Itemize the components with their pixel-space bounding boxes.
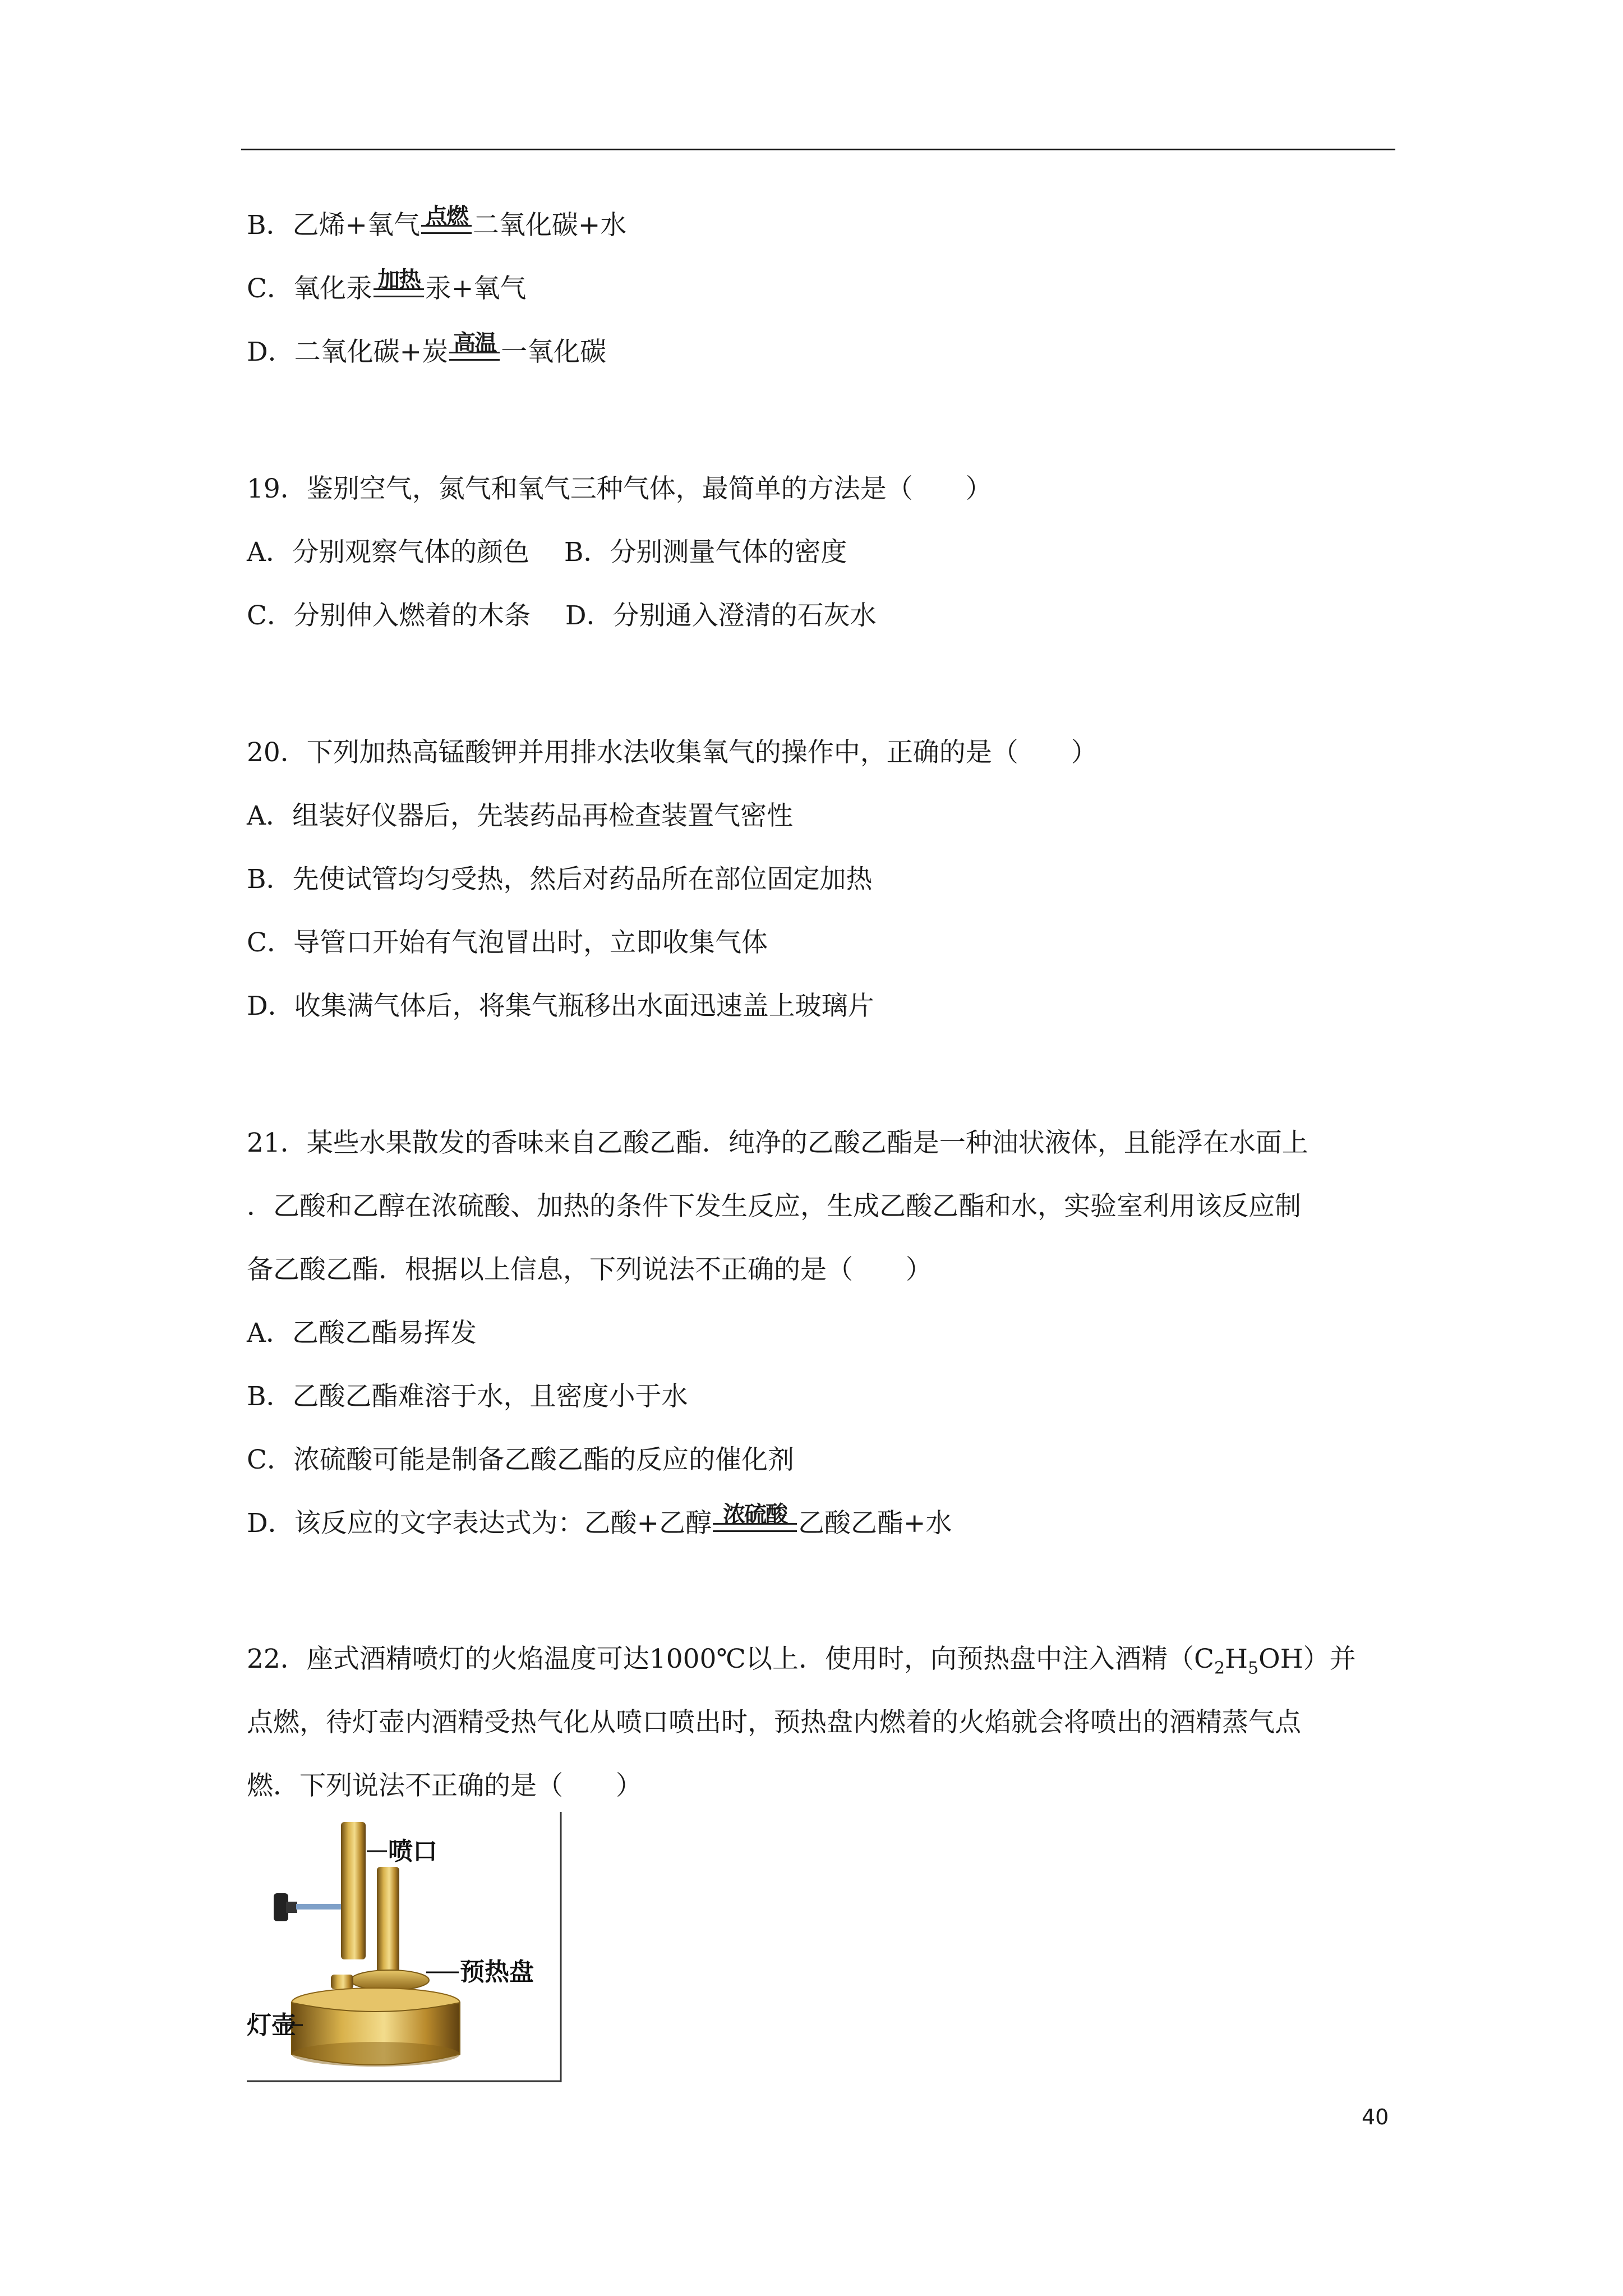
- option-text: 乙酸乙酯+水: [798, 1508, 952, 1539]
- q19-options-row1: A．分别观察气体的颜色 B．分别测量气体的密度: [247, 537, 847, 568]
- q20-stem: 20．下列加热高锰酸钾并用排水法收集氧气的操作中，正确的是（ ）: [247, 737, 1098, 768]
- q21-stem-line3: 备乙酸乙酯．根据以上信息，下列说法不正确的是（ ）: [247, 1254, 932, 1285]
- reaction-arrow: [713, 1502, 797, 1540]
- option-text: B．乙烯+氧气: [247, 210, 420, 241]
- q19-options-row2: C．分别伸入燃着的木条 D．分别通入澄清的石灰水: [247, 600, 877, 631]
- text-run: H: [1225, 1644, 1248, 1674]
- reaction-arrow: [374, 267, 424, 306]
- header-rule: [241, 149, 1395, 150]
- q18-option-c: [247, 267, 527, 306]
- option-text: 汞+氧气: [425, 273, 527, 304]
- q20-option-a: A．组装好仪器后，先装药品再检查装置气密性: [247, 800, 793, 831]
- text-run: 22．座式酒精喷灯的火焰温度可达1000℃以上．使用时，向预热盘中注入酒精（C: [247, 1644, 1214, 1674]
- option-text: D．二氧化碳+炭: [247, 337, 449, 367]
- page-number: 40: [1362, 2105, 1389, 2129]
- q19-stem: 19．鉴别空气，氮气和氧气三种气体，最简单的方法是（ ）: [247, 473, 992, 504]
- reaction-condition: 高温: [453, 330, 496, 356]
- q22-stem-line3: 燃．下列说法不正确的是（ ）: [247, 1770, 642, 1801]
- q18-option-b: [247, 204, 627, 242]
- q20-option-b: B．先使试管均匀受热，然后对药品所在部位固定加热: [247, 864, 873, 895]
- alcohol-lamp-figure: [247, 1812, 566, 2082]
- q20-option-c: C．导管口开始有气泡冒出时，立即收集气体: [247, 927, 768, 958]
- alcohol-lamp-illustration: [247, 1812, 566, 2082]
- option-text: 一氧化碳: [501, 337, 607, 367]
- reaction-arrow: [421, 204, 472, 242]
- q21-option-a: A．乙酸乙酯易挥发: [247, 1318, 477, 1349]
- q21-option-c: C．浓硫酸可能是制备乙酸乙酯的反应的催化剂: [247, 1444, 794, 1475]
- option-text: C．氧化汞: [247, 273, 372, 304]
- q22-stem-line1: [247, 1642, 1356, 1685]
- label-lamp-pot: 灯壶: [247, 2011, 296, 2040]
- reaction-condition: 点燃: [425, 204, 468, 229]
- q20-option-d: D．收集满气体后，将集气瓶移出水面迅速盖上玻璃片: [247, 991, 874, 1022]
- option-text: 二氧化碳+水: [472, 210, 627, 241]
- q21-option-b: B．乙酸乙酯难溶于水，且密度小于水: [247, 1381, 688, 1412]
- q22-stem-line2: 点燃，待灯壶内酒精受热气化从喷口喷出时，预热盘内燃着的火焰就会将喷出的酒精蒸气点: [247, 1707, 1301, 1738]
- text-run: OH）并: [1258, 1644, 1356, 1674]
- q21-stem-line2: ．乙酸和乙醇在浓硫酸、加热的条件下发生反应，生成乙酸乙酯和水，实验室利用该反应制: [247, 1191, 1301, 1222]
- reaction-condition: 加热: [377, 267, 420, 293]
- option-text: D．该反应的文字表达式为：乙酸+乙醇: [247, 1508, 712, 1539]
- q21-stem-line1: 21．某些水果散发的香味来自乙酸乙酯．纯净的乙酸乙酯是一种油状液体，且能浮在水面上: [247, 1128, 1308, 1158]
- subscript: 5: [1248, 1658, 1259, 1678]
- reaction-arrow: [449, 330, 500, 369]
- q21-option-d: [247, 1502, 952, 1540]
- q18-option-d: [247, 330, 607, 369]
- label-nozzle: 喷口: [388, 1837, 437, 1866]
- subscript: 2: [1214, 1658, 1225, 1678]
- reaction-condition: 浓硫酸: [723, 1502, 787, 1527]
- label-preheat-disk: 预热盘: [460, 1958, 534, 1986]
